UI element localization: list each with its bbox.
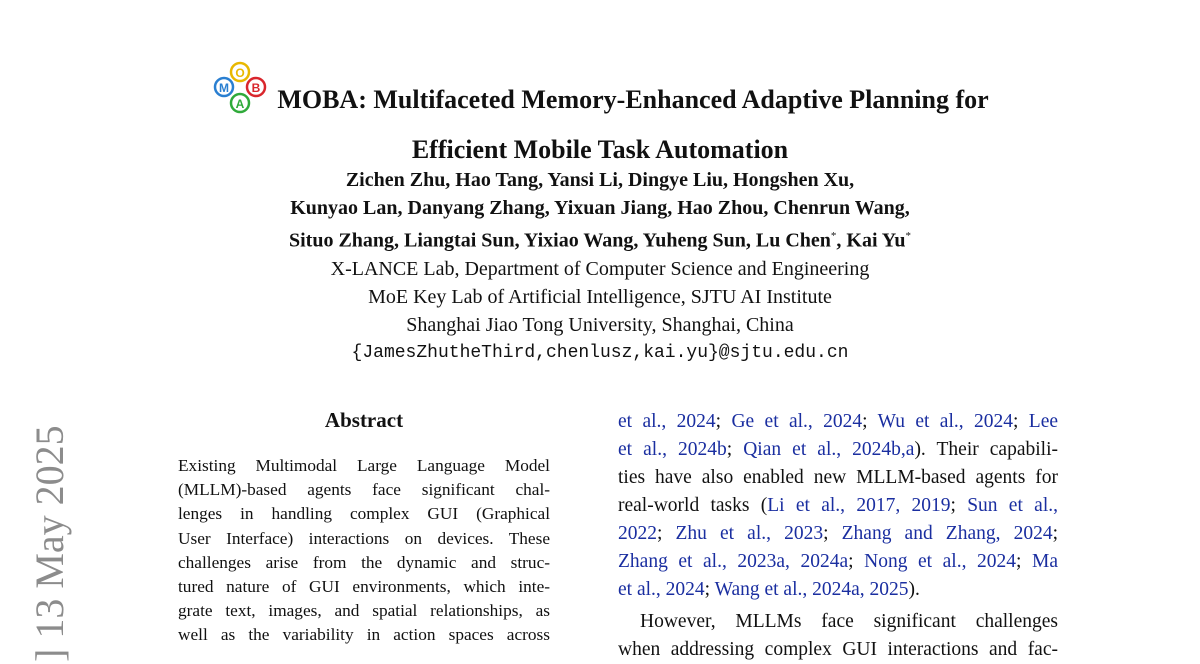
abstract-line: lenges in handling complex GUI (Graphical	[178, 504, 550, 524]
abstract-line: grate text, images, and spatial relationships, as	[178, 601, 550, 621]
intro-paragraph-2	[618, 608, 1058, 664]
text: ;	[1016, 551, 1033, 572]
citation-link[interactable]: Ma	[1032, 551, 1059, 572]
citation-link[interactable]: Zhang et al., 2023a, 2024a	[618, 551, 849, 572]
arxiv-side-stamp: ] 13 May 2025	[27, 425, 72, 662]
text: ;	[726, 439, 744, 460]
citation-link[interactable]: et al., 2024	[618, 579, 705, 600]
text: real-world tasks (	[618, 495, 768, 516]
citation-link[interactable]: Wang et al., 2024a, 2025	[714, 579, 909, 600]
abstract-line: (MLLM)-based agents face significant chal-	[178, 480, 550, 500]
citation-link[interactable]: Li et al., 2017, 2019	[767, 495, 951, 516]
intro-p2-line-1: However, MLLMs face significant challenges	[640, 611, 1058, 632]
intro-column	[618, 408, 1058, 664]
abstract-body	[178, 454, 550, 648]
text: ;	[1052, 523, 1058, 544]
citation-link[interactable]: 2022	[618, 523, 657, 544]
intro-line-2	[618, 436, 1058, 464]
abstract-heading: Abstract	[324, 408, 404, 432]
title-line-1-rest: : Multifaceted Memory-Enhanced Adaptive Planning for	[358, 85, 989, 114]
citation-link[interactable]: Wu et al., 2024	[877, 411, 1013, 432]
moba-logo-icon	[211, 60, 269, 129]
author-row-2: Kunyao Lan, Danyang Zhang, Yixuan Jiang, Hao Zhou, Chenrun Wang,	[290, 197, 910, 219]
logo-letter-b: B	[251, 81, 261, 95]
corresponding-mark-2: *	[905, 230, 911, 242]
citation-link[interactable]: Sun et al.,	[967, 495, 1058, 516]
text: ;	[862, 411, 878, 432]
intro-p2-line-2: when addressing complex GUI interactions and fac-	[618, 639, 1058, 660]
intro-line-7	[618, 576, 1058, 604]
author-block	[0, 166, 1200, 367]
author-row-3-part2: , Kai Yu	[836, 229, 906, 252]
citation-link[interactable]: Lee	[1028, 411, 1059, 432]
citation-link[interactable]: Ge et al., 2024	[731, 411, 863, 432]
intro-line-5	[618, 520, 1058, 548]
title-system-name: MOBA	[277, 85, 359, 114]
citation-link[interactable]: Nong et al., 2024	[864, 551, 1017, 572]
text: ;	[704, 579, 715, 600]
author-row-3-part1: Situo Zhang, Liangtai Sun, Yixiao Wang, Yuheng Sun, Lu Chen	[288, 229, 831, 252]
affiliation-line-1: X-LANCE Lab, Department of Computer Science and Engineering	[330, 257, 870, 280]
citation-link[interactable]: et al., 2024b	[618, 439, 727, 460]
paper-title	[0, 60, 1200, 171]
citation-link[interactable]: Zhu et al., 2023	[675, 523, 824, 544]
abstract-line: well as the variability in action spaces across	[178, 625, 550, 645]
text: ;	[657, 523, 676, 544]
text: ;	[823, 523, 842, 544]
text: ;	[1012, 411, 1029, 432]
abstract-line: Existing Multimodal Large Language Model	[178, 456, 550, 475]
intro-line-6	[618, 548, 1058, 576]
abstract-line: User Interface) interactions on devices. These	[178, 528, 550, 548]
text: ;	[950, 495, 968, 516]
text: ). Their capabili-	[914, 439, 1058, 460]
text: ;	[848, 551, 865, 572]
affiliation-line-3: Shanghai Jiao Tong University, Shanghai, China	[406, 313, 794, 336]
intro-line-4	[618, 492, 1058, 520]
logo-letter-o: O	[235, 66, 245, 80]
affiliation-line-2: MoE Key Lab of Artificial Intelligence, SJTU AI Institute	[368, 285, 832, 308]
author-row-1: Zichen Zhu, Hao Tang, Yansi Li, Dingye Liu, Hongshen Xu,	[345, 169, 855, 191]
abstract-line: challenges arise from the dynamic and struc-	[178, 552, 550, 572]
intro-line-3: ties have also enabled new MLLM-based agents for	[618, 467, 1058, 488]
abstract-line: tured nature of GUI environments, which inte-	[178, 576, 550, 596]
logo-letter-a: A	[235, 97, 245, 111]
logo-letter-m: M	[219, 81, 230, 95]
citation-link[interactable]: Qian et al., 2024b,a	[743, 439, 915, 460]
citation-link[interactable]: et al., 2024	[618, 411, 716, 432]
citation-link[interactable]: Zhang and Zhang, 2024	[841, 523, 1053, 544]
author-row-3	[0, 222, 1200, 255]
title-line-2: Efficient Mobile Task Automation	[411, 135, 789, 164]
intro-line-1	[618, 408, 1058, 436]
corresponding-mark-1: *	[830, 230, 837, 242]
text: ;	[715, 411, 732, 432]
text: ).	[908, 579, 920, 600]
author-email: {JamesZhutheThird,chenlusz,kai.yu}@sjtu.edu.cn	[351, 342, 849, 363]
title-line-1	[0, 60, 1200, 129]
